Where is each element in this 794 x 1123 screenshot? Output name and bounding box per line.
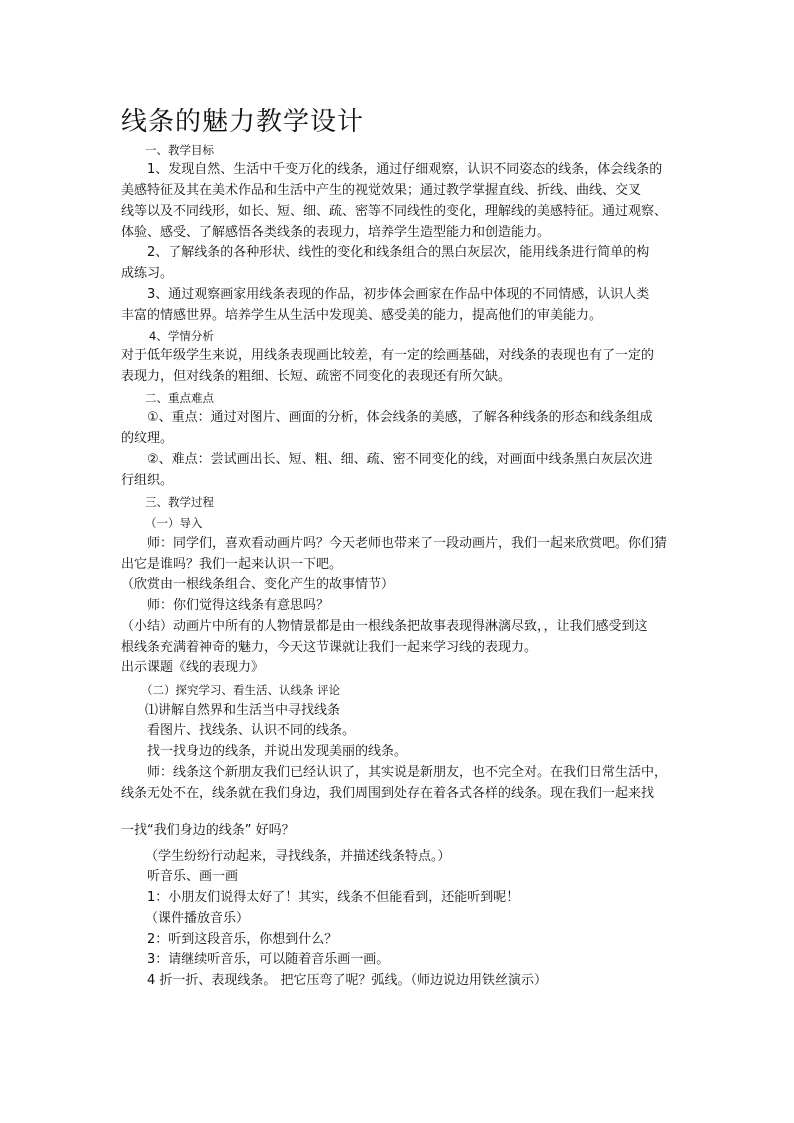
paragraph-line: 1：小朋友们说得太好了！其实，线条不但能看到，还能听到呢！ xyxy=(147,890,520,905)
paragraph-line: 对于低年级学生来说，用线条表现画比较差，有一定的绘画基础，对线条的表现也有了一定的 xyxy=(121,348,655,363)
paragraph-line: （欣赏由一根线条组合、变化产生的故事情节） xyxy=(121,577,395,592)
heading-teaching-goals: 一、教学目标 xyxy=(145,143,214,157)
paragraph-line: 1、发现自然、生活中千变万化的线条，通过仔细观察，认识不同姿态的线条，体会线条的 xyxy=(147,162,663,177)
paragraph-line: （课件播放音乐） xyxy=(145,911,250,926)
paragraph-line: 根线条充满着神奇的魅力，今天这节课就让我们一起来学习线的表现力。 xyxy=(121,640,538,655)
heading-teaching-process: 三、教学过程 xyxy=(145,495,214,509)
paragraph-line: 行组织。 xyxy=(121,473,174,488)
paragraph-line: 师：你们觉得这线条有意思吗？ xyxy=(147,598,330,613)
paragraph-line: 的纹理。 xyxy=(121,431,174,446)
paragraph-line: （小结）动画片中所有的人物情景都是由一根线条把故事表现得淋漓尽致，，让我们感受到这 xyxy=(121,619,648,634)
paragraph-line: 看图片、找线条、认识不同的线条。 xyxy=(147,723,356,738)
paragraph-line: （学生纷纷行动起来，寻找线条，并描述线条特点。） xyxy=(145,849,451,864)
paragraph-line: 3、通过观察画家用线条表现的作品，初步体会画家在作品中体现的不同情感，认识人类 xyxy=(147,287,650,302)
paragraph-line: 听音乐、画一画 xyxy=(147,869,239,884)
paragraph-line: ①、重点：通过对图片、画面的分析，体会线条的美感，了解各种线条的形态和线条组成 xyxy=(147,410,653,425)
paragraph-line: 表现力，但对线条的粗细、长短、疏密不同变化的表现还有所欠缺。 xyxy=(121,369,512,384)
subheading-introduction: （一）导入 xyxy=(145,516,203,530)
heading-learning-analysis: 4、学情分析 xyxy=(149,329,214,343)
paragraph-line: ②、难点：尝试画出长、短、粗、细、疏、密不同变化的线，对画面中线条黑白灰层次进 xyxy=(147,452,653,467)
paragraph-line: 2：听到这段音乐，你想到什么？ xyxy=(147,932,338,947)
paragraph-line: 2、了解线条的各种形状、线性的变化和线条组合的黑白灰层次，能用线条进行简单的构 xyxy=(147,245,650,260)
paragraph-line: 出它是谁吗？我们一起来认识一下吧。 xyxy=(121,557,343,572)
paragraph-line: 3：请继续听音乐，可以随着音乐画一画。 xyxy=(147,952,390,967)
paragraph-line: 师：同学们，喜欢看动画片吗？今天老师也带来了一段动画片，我们一起来欣赏吧。你们猜 xyxy=(147,536,668,551)
paragraph-line: 出示课题《线的表现力》 xyxy=(121,660,265,675)
paragraph-line: 线条无处不在，线条就在我们身边，我们周围到处存在着各式各样的线条。现在我们一起来找 xyxy=(121,786,655,801)
paragraph-line: 师：线条这个新朋友我们已经认识了，其实说是新朋友，也不完全对。在我们日常生活中， xyxy=(147,765,668,780)
paragraph-line: 线等以及不同线形，如长、短、细、疏、密等不同线性的变化，理解线的美感特征。通过观察、 xyxy=(121,204,668,219)
paragraph-line: 一找“我们身边的线条” 好吗？ xyxy=(121,823,295,838)
document-title: 线条的魅力教学设计 xyxy=(121,107,365,137)
paragraph-line: ⑴讲解自然界和生活当中寻找线条 xyxy=(145,703,341,718)
paragraph-line: 4 折一折、表现线条。 把它压弯了呢？弧线。（师边说边用铁丝演示） xyxy=(147,973,548,988)
paragraph-line: 美感特征及其在美术作品和生活中产生的视觉效果；通过教学掌握直线、折线、曲线、交叉 xyxy=(121,183,642,198)
paragraph-line: 体验、感受、了解感悟各类线条的表现力，培养学生造型能力和创造能力。 xyxy=(121,225,551,240)
heading-key-points: 二、重点难点 xyxy=(145,391,214,405)
subheading-exploration: （二）探究学习、看生活、认线条 评论 xyxy=(141,683,341,697)
paragraph-line: 找一找身边的线条，并说出发现美丽的线条。 xyxy=(147,744,408,759)
paragraph-line: 成练习。 xyxy=(121,266,174,281)
paragraph-line: 丰富的情感世界。培养学生从生活中发现美、感受美的能力，提高他们的审美能力。 xyxy=(121,308,603,323)
